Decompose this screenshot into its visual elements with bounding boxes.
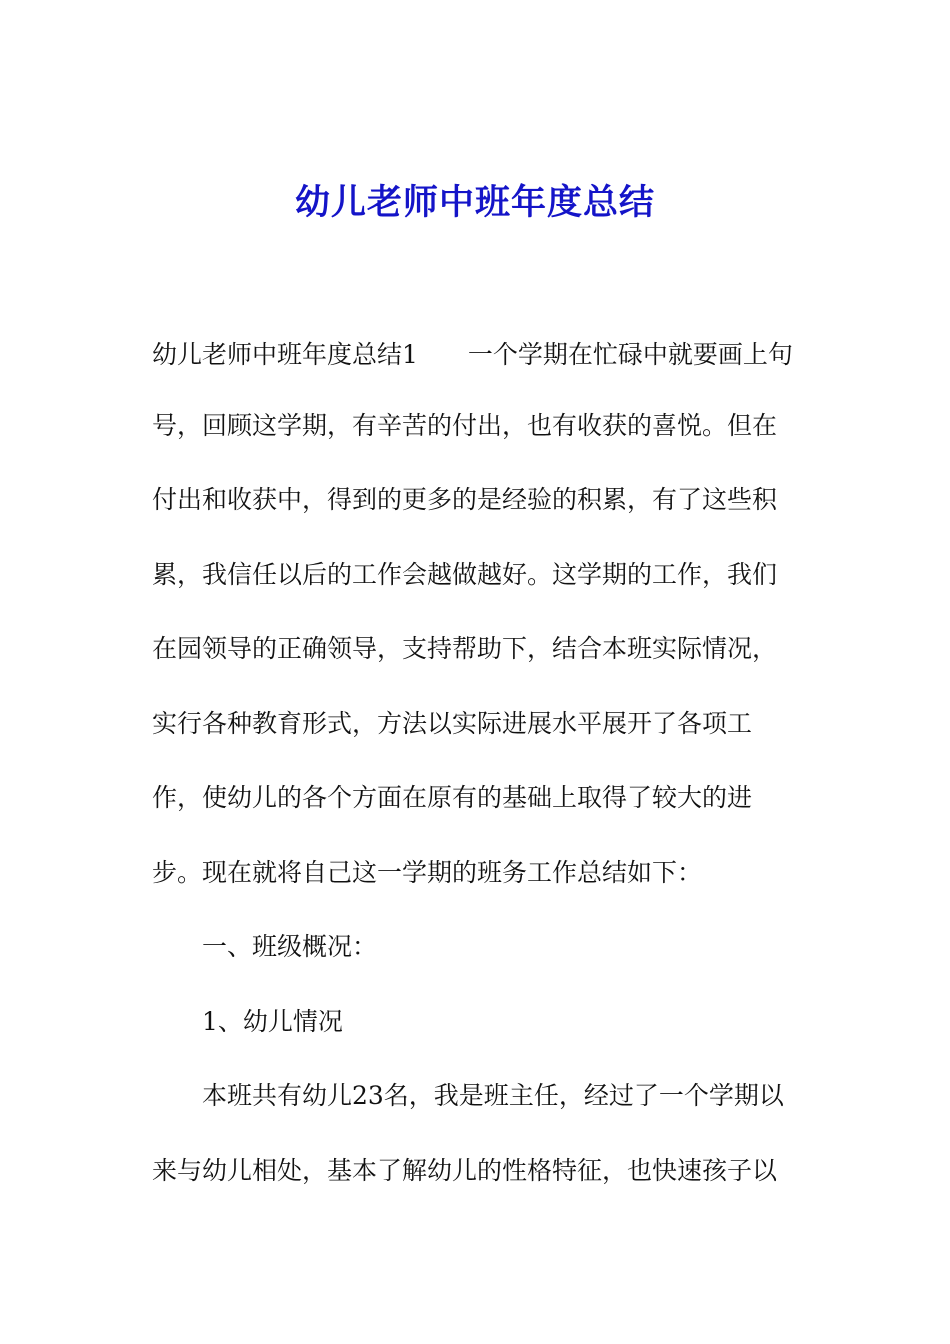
document-title: 幼儿老师中班年度总结	[294, 183, 655, 223]
paragraph-line: 累，我信任以后的工作会越做越好。这学期的工作，我们	[152, 560, 778, 589]
paragraph-line: 作，使幼儿的各个方面在原有的基础上取得了较大的进	[152, 783, 753, 812]
paragraph-line: 幼儿老师中班年度总结1 一个学期在忙碌中就要画上句	[152, 340, 793, 369]
section-heading: 一、班级概况：	[202, 932, 378, 961]
paragraph-line: 步。现在就将自己这一学期的班务工作总结如下：	[152, 858, 703, 887]
paragraph-line: 来与幼儿相处，基本了解幼儿的性格特征，也快速孩子以	[152, 1156, 778, 1185]
subsection-heading: 1、幼儿情况	[202, 1007, 343, 1036]
paragraph-line: 实行各种教育形式，方法以实际进展水平展开了各项工	[152, 709, 753, 738]
paragraph-line: 本班共有幼儿23名，我是班主任，经过了一个学期以	[202, 1081, 784, 1110]
paragraph-line: 在园领导的正确领导，支持帮助下，结合本班实际情况，	[152, 634, 778, 663]
paragraph-line: 号，回顾这学期，有辛苦的付出，也有收获的喜悦。但在	[152, 411, 778, 440]
paragraph-line: 付出和收获中，得到的更多的是经验的积累，有了这些积	[152, 485, 778, 514]
